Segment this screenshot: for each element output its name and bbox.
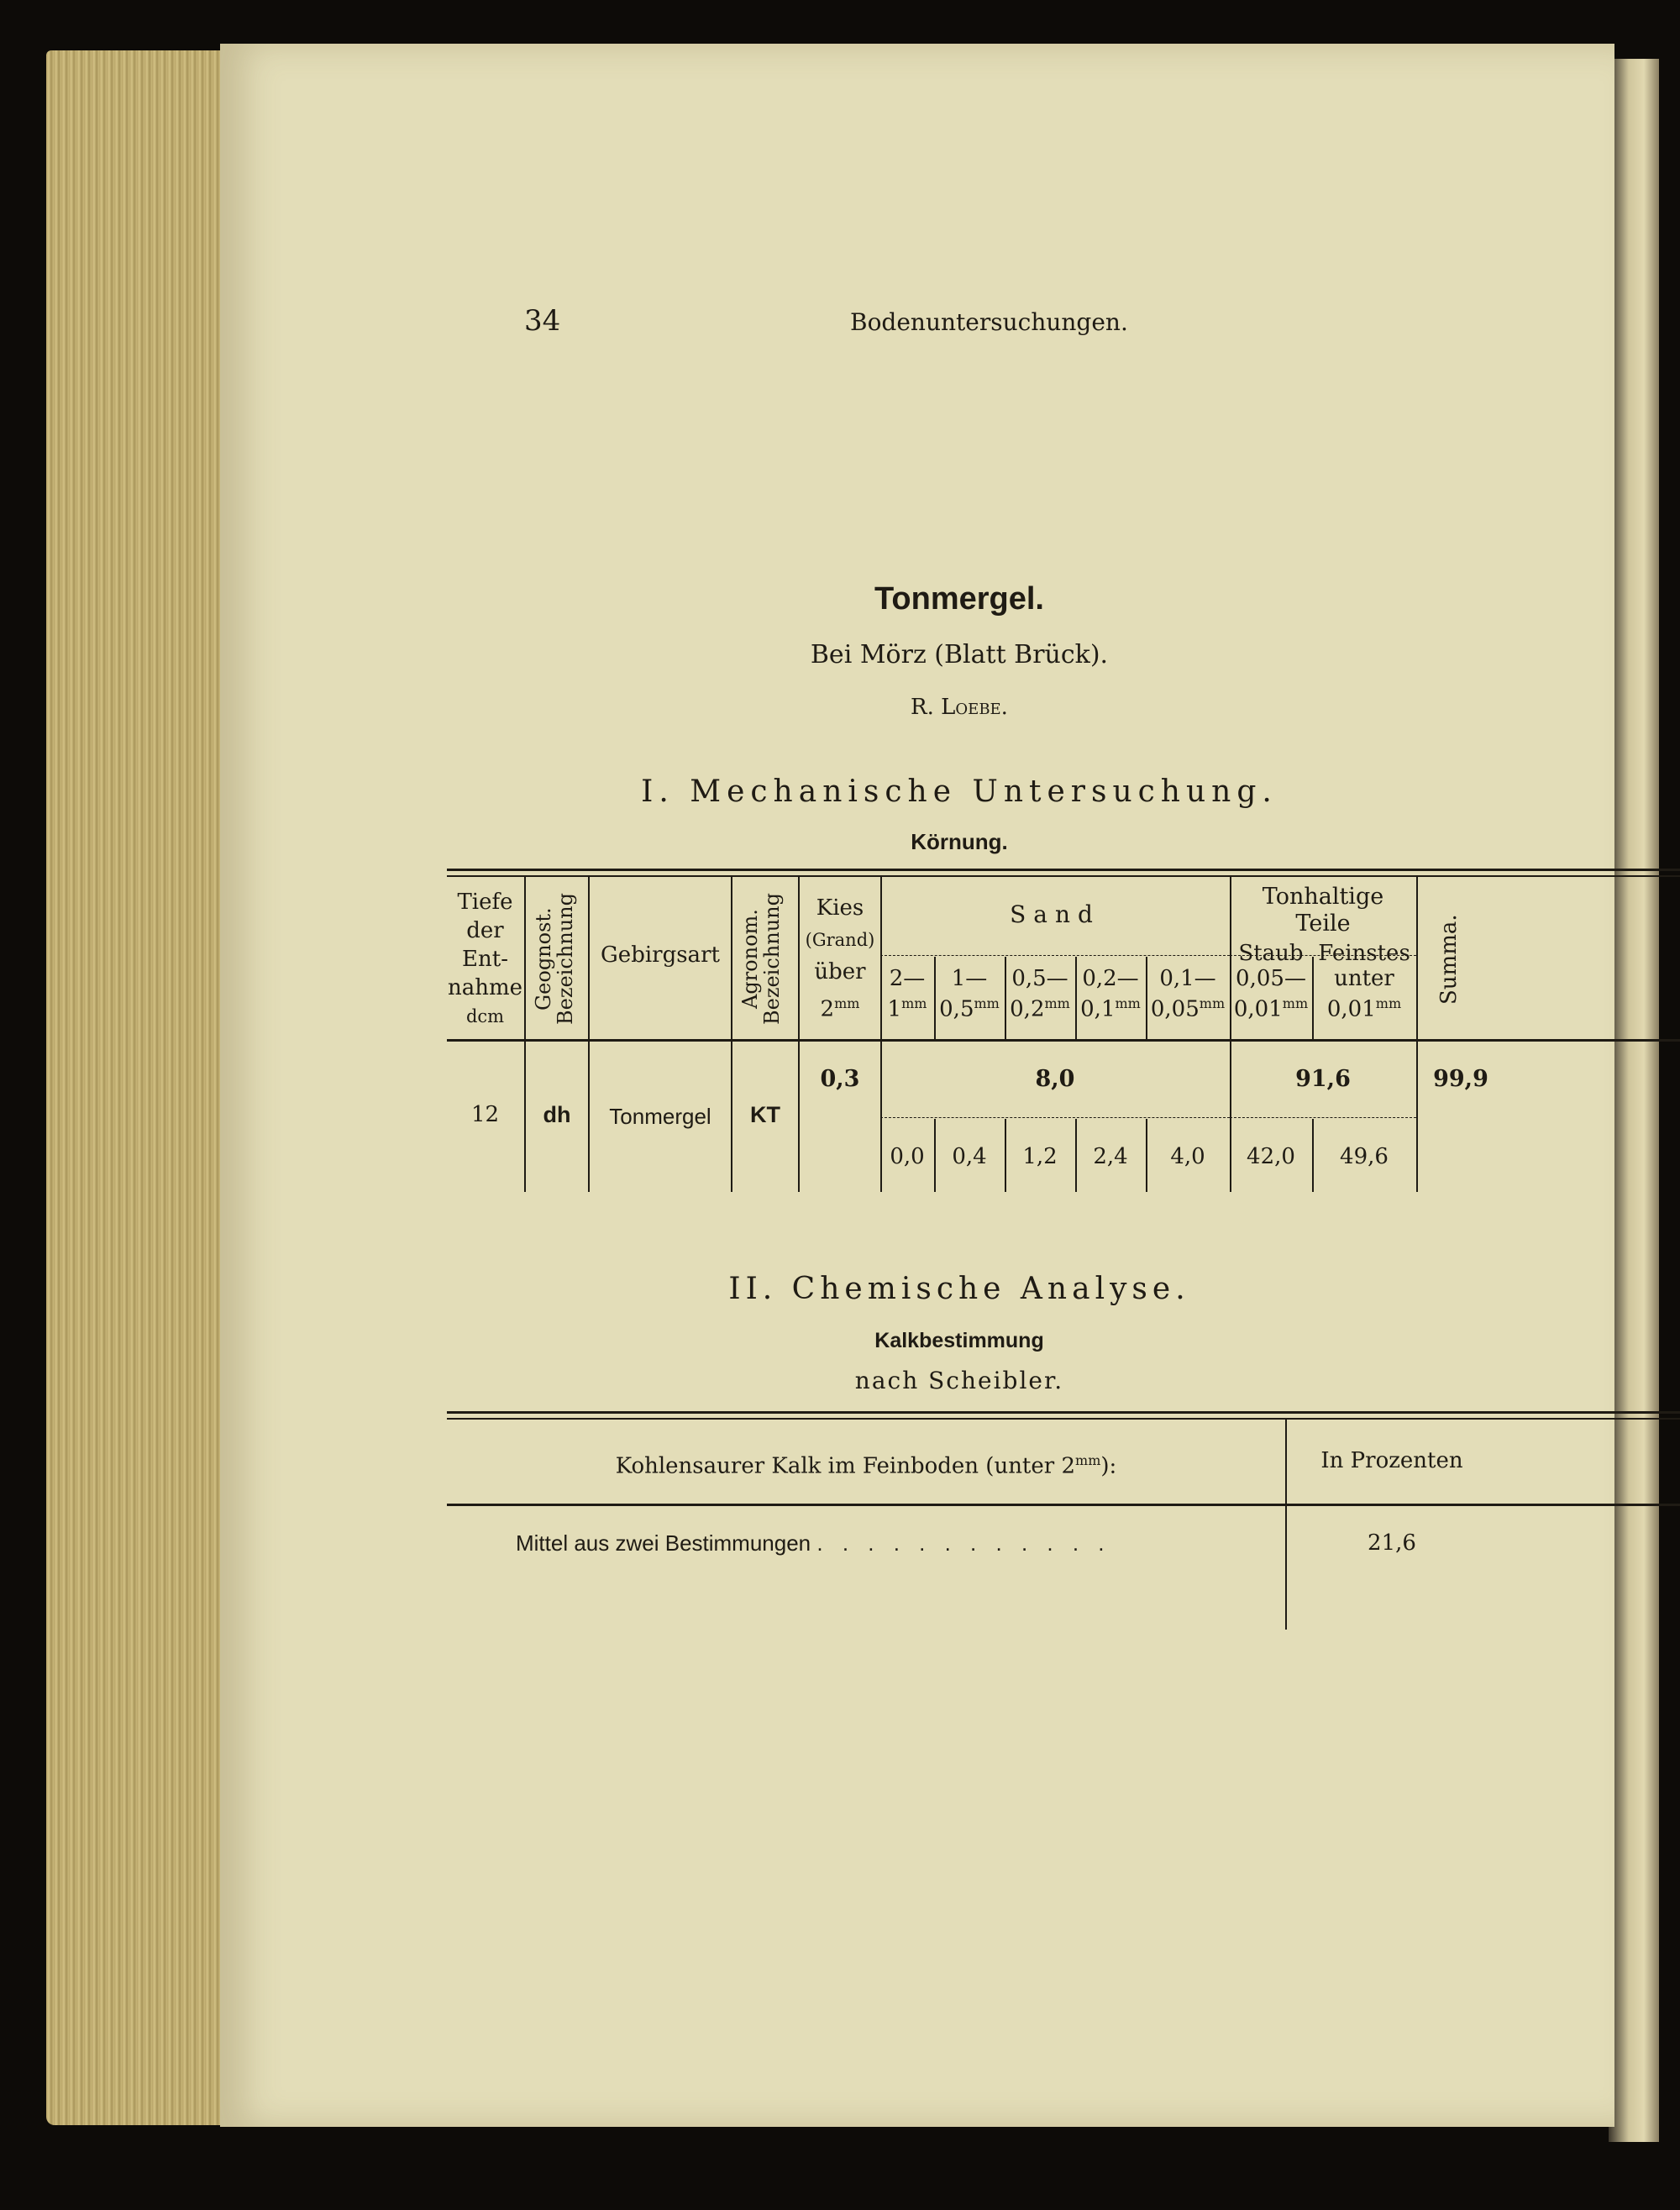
cell-ton-total: 91,6 [1295, 1066, 1351, 1092]
table2-top-rule-2 [447, 1418, 1680, 1420]
header-kies: Kies (Grand) über $2^{mm}$ [805, 895, 875, 1022]
header-sand-2-1: 2— $1^{mm}$ [887, 966, 927, 1022]
header-tiefe: Tiefe der Ent- nahme dcm [447, 890, 523, 1026]
author: R. Loebe. [911, 695, 1008, 720]
table2-top-rule [447, 1411, 1680, 1414]
header-summa: Summa. [1436, 914, 1462, 1005]
running-title: Bodenuntersuchungen. [850, 308, 1128, 336]
table2-header-percent: In Prozenten [1320, 1448, 1463, 1473]
header-feinstes: Feinstes unter $0,01^{mm}$ [1318, 941, 1410, 1022]
facing-page-edge [1609, 59, 1659, 2142]
table2-row-label: Mittel aus zwei Bestimmungen . . . . . . . . . . . . [516, 1530, 1111, 1556]
table2-header-label: Kohlensaurer Kalk im Feinboden (unter $2^{mm}$): [615, 1452, 1117, 1479]
page-title: Tonmergel. [874, 581, 1044, 617]
section-2-subheading: Kalkbestimmung [874, 1329, 1044, 1352]
table2-header-rule [447, 1504, 1680, 1506]
table-top-rule [447, 869, 1680, 871]
section-1-heading: I. Mechanische Untersuchung. [641, 774, 1278, 809]
book-page [220, 44, 1614, 2127]
cell-agronom: KT [750, 1102, 780, 1127]
table-header-rule [447, 1039, 1680, 1042]
cell-sand-1-05: 0,4 [952, 1144, 987, 1169]
book-page-edges [46, 50, 231, 2125]
page-number: 34 [524, 304, 561, 338]
header-tonhaltige-teile: Tonhaltige Teile [1262, 884, 1384, 937]
cell-kies: 0,3 [820, 1066, 860, 1092]
cell-sand-2-1: 0,0 [890, 1144, 925, 1169]
method-note: nach Scheibler. [854, 1367, 1064, 1394]
section-2-heading: II. Chemische Analyse. [728, 1272, 1190, 1306]
cell-staub: 42,0 [1247, 1144, 1295, 1169]
header-sand-01-005: 0,1— $0,05^{mm}$ [1150, 966, 1226, 1022]
header-agronom: Agronom. Bezeichnung [738, 893, 784, 1026]
cell-gebirgsart: Tonmergel [609, 1104, 711, 1129]
cell-sand-05-02: 1,2 [1022, 1144, 1058, 1169]
cell-feinstes: 49,6 [1340, 1144, 1389, 1169]
cell-sand-02-01: 2,4 [1093, 1144, 1128, 1169]
section-1-subheading: Körnung. [911, 829, 1008, 854]
col-divider [588, 877, 590, 1192]
col-divider [1416, 877, 1418, 1192]
cell-sand-01-005: 4,0 [1170, 1144, 1205, 1169]
sand-body-rule [880, 1117, 1230, 1119]
header-gebirgsart: Gebirgsart [601, 942, 720, 968]
cell-sand-total: 8,0 [1035, 1066, 1075, 1092]
location-subtitle: Bei Mörz (Blatt Brück). [810, 640, 1109, 669]
header-sand-05-02: 0,5— $0,2^{mm}$ [1010, 966, 1070, 1022]
header-staub: Staub 0,05— $0,01^{mm}$ [1233, 941, 1309, 1022]
header-sand: Sand [1010, 900, 1100, 928]
ton-body-rule [1230, 1117, 1416, 1119]
header-sand-1-05: 1— $0,5^{mm}$ [939, 966, 1000, 1022]
sand-header-rule [880, 955, 1230, 957]
header-sand-02-01: 0,2— $0,1^{mm}$ [1080, 966, 1141, 1022]
table-top-rule-2 [447, 875, 1680, 877]
col-divider [731, 877, 732, 1192]
table2-row-value: 21,6 [1368, 1530, 1416, 1556]
cell-summa: 99,9 [1433, 1066, 1488, 1092]
header-geognost: Geognost. Bezeichnung [532, 893, 577, 1026]
cell-geognost: dh [543, 1102, 571, 1127]
cell-tiefe: 12 [470, 1102, 500, 1127]
